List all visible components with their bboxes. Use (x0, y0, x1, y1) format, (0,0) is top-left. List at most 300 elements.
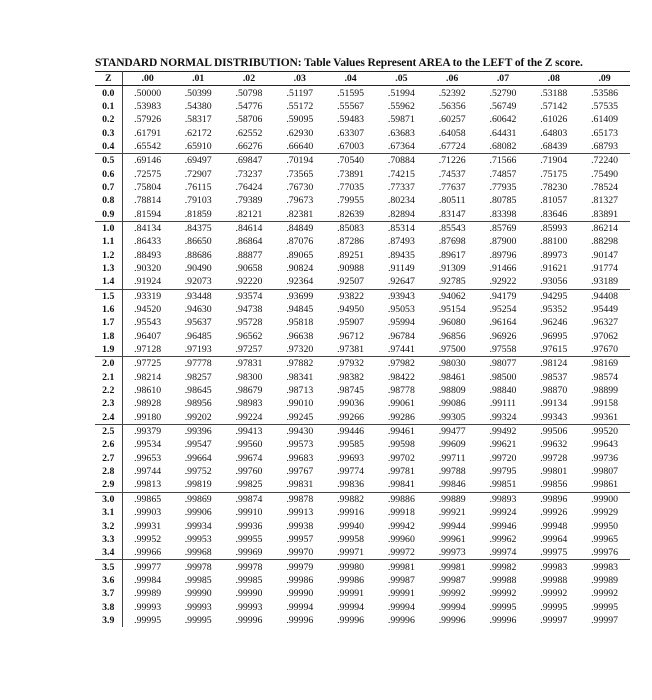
area-cell: .99942 (387, 520, 415, 532)
area-cell: .99886 (376, 492, 427, 506)
area-cell: .99969 (235, 547, 263, 559)
area-cell: .99962 (489, 533, 517, 545)
table-body (95, 86, 630, 627)
area-cell: .99955 (235, 533, 263, 545)
area-cell: .96638 (286, 330, 314, 342)
area-cell: .99573 (286, 439, 314, 451)
area-cell: .98610 (134, 385, 162, 397)
area-cell: .99978 (173, 560, 224, 574)
area-cell: .92364 (286, 276, 314, 288)
area-cell: .98257 (184, 371, 212, 383)
area-cell: .97778 (173, 357, 224, 371)
area-cell: .98422 (387, 371, 415, 383)
area-cell: .78230 (540, 181, 568, 193)
area-cell: .53983 (134, 100, 162, 112)
area-cell: .99477 (427, 424, 478, 438)
z-value-cell: 2.2 (95, 384, 122, 397)
area-cell: .99900 (579, 492, 630, 506)
area-cell: .99906 (184, 507, 212, 519)
area-cell: .98500 (489, 371, 517, 383)
area-cell: .95352 (540, 304, 568, 316)
area-cell: .99992 (591, 588, 619, 600)
area-cell: .75490 (591, 168, 619, 180)
area-cell: .97320 (286, 344, 314, 356)
area-cell: .59483 (337, 114, 365, 126)
area-cell: .99760 (235, 466, 263, 478)
area-cell: .79955 (337, 195, 365, 207)
area-cell: .74215 (387, 168, 415, 180)
area-cell: .99361 (591, 411, 619, 423)
area-cell: .99978 (224, 560, 275, 574)
area-cell: .99534 (134, 439, 162, 451)
area-cell: .99994 (438, 601, 466, 613)
area-cell: .99970 (286, 547, 314, 559)
area-cell: .63307 (337, 127, 365, 139)
area-cell: .99598 (387, 439, 415, 451)
header-col: .06 (427, 72, 478, 86)
area-cell: .99010 (286, 398, 314, 410)
area-cell: .98809 (438, 385, 466, 397)
header-col: .04 (325, 72, 376, 86)
area-cell: .61026 (540, 114, 568, 126)
area-cell: .89973 (540, 249, 568, 261)
area-cell: .91924 (134, 276, 162, 288)
area-cell: .99609 (438, 439, 466, 451)
area-cell: .58706 (235, 114, 263, 126)
table-row (95, 343, 630, 357)
area-cell: .95994 (387, 317, 415, 329)
z-value-cell: 1.7 (95, 316, 122, 329)
area-cell: .98679 (235, 385, 263, 397)
area-cell: .99788 (438, 466, 466, 478)
table-row (95, 600, 630, 613)
area-cell: .95637 (184, 317, 212, 329)
area-cell: .70540 (325, 154, 376, 168)
area-cell: .96164 (489, 317, 517, 329)
area-cell: .67364 (387, 140, 415, 152)
area-cell: .89065 (286, 249, 314, 261)
area-cell: .63683 (387, 127, 415, 139)
area-cell: .99744 (134, 466, 162, 478)
area-cell: .84614 (224, 221, 275, 235)
area-cell: .93699 (274, 289, 325, 303)
area-cell: .99957 (286, 533, 314, 545)
area-cell: .70884 (376, 154, 427, 168)
table-row (95, 492, 630, 506)
area-cell: .80785 (489, 195, 517, 207)
area-cell: .99795 (489, 466, 517, 478)
area-cell: .71904 (528, 154, 579, 168)
z-value-cell: 0.8 (95, 194, 122, 207)
area-cell: .99664 (184, 452, 212, 464)
table-row (95, 275, 630, 289)
area-cell: .97500 (438, 344, 466, 356)
area-cell: .91149 (388, 262, 415, 274)
area-cell: .70194 (274, 154, 325, 168)
area-cell: .97381 (337, 344, 365, 356)
area-cell: .96080 (438, 317, 466, 329)
area-cell: .99547 (184, 439, 212, 451)
area-cell: .99801 (540, 466, 568, 478)
area-cell: .99913 (286, 507, 314, 519)
area-cell: .96926 (489, 330, 517, 342)
area-cell: .91466 (489, 262, 517, 274)
area-cell: .98899 (591, 385, 619, 397)
area-cell: .84134 (122, 221, 173, 235)
area-cell: .99836 (337, 479, 365, 491)
area-cell: .98341 (286, 371, 314, 383)
area-cell: .99841 (387, 479, 415, 491)
z-value-cell: 3.1 (95, 506, 122, 519)
area-cell: .67724 (438, 140, 466, 152)
area-cell: .99924 (489, 507, 517, 519)
area-cell: .93574 (224, 289, 275, 303)
area-cell: .99202 (184, 411, 212, 423)
area-cell: .55567 (337, 100, 365, 112)
area-cell: .60257 (438, 114, 466, 126)
z-value-cell: 1.4 (95, 275, 122, 289)
area-cell: .87698 (438, 236, 466, 248)
area-cell: .94295 (528, 289, 579, 303)
area-cell: .98574 (591, 371, 619, 383)
area-cell: .99995 (134, 614, 162, 626)
area-cell: .77337 (387, 181, 415, 193)
area-cell: .98645 (184, 385, 212, 397)
area-cell: .99991 (387, 588, 415, 600)
area-cell: .98169 (579, 357, 630, 371)
area-cell: .51197 (286, 87, 314, 99)
area-cell: .88298 (591, 236, 619, 248)
z-value-cell: 2.6 (95, 438, 122, 451)
area-cell: .76424 (235, 181, 263, 193)
area-cell: .72575 (134, 168, 162, 180)
table-row (95, 371, 630, 384)
area-cell: .99992 (540, 588, 568, 600)
area-cell: .99990 (286, 588, 314, 600)
area-cell: .95154 (438, 304, 466, 316)
area-cell: .86433 (134, 236, 162, 248)
area-cell: .96327 (591, 317, 619, 329)
area-cell: .86864 (235, 236, 263, 248)
area-cell: .85993 (528, 221, 579, 235)
area-cell: .98537 (540, 371, 568, 383)
z-value-cell: 0.9 (95, 207, 122, 221)
area-cell: .78814 (134, 195, 162, 207)
table-row (95, 113, 630, 126)
area-cell: .94630 (184, 304, 212, 316)
area-cell: .74857 (489, 168, 517, 180)
area-cell: .91309 (438, 262, 466, 274)
area-cell: .99960 (387, 533, 415, 545)
area-cell: .99813 (134, 479, 162, 491)
table-row (95, 248, 630, 261)
area-cell: .99134 (540, 398, 568, 410)
area-cell: .93189 (591, 276, 619, 288)
area-cell: .99944 (438, 520, 466, 532)
z-value-cell: 3.0 (95, 492, 122, 506)
area-cell: .90147 (591, 249, 619, 261)
area-cell: .79389 (235, 195, 263, 207)
z-value-cell: 0.1 (95, 100, 122, 113)
area-cell: .88877 (235, 249, 263, 261)
area-cell: .83398 (489, 208, 517, 220)
header-z: Z (95, 72, 122, 86)
area-cell: .99305 (438, 411, 466, 423)
area-cell: .99996 (235, 614, 263, 626)
z-value-cell: 0.3 (95, 126, 122, 139)
area-cell: .57535 (591, 100, 619, 112)
area-cell: .93448 (173, 289, 224, 303)
table-row (95, 154, 630, 168)
z-value-cell: 1.9 (95, 343, 122, 357)
area-cell: .98214 (134, 371, 162, 383)
area-cell: .98840 (489, 385, 517, 397)
area-cell: .64058 (438, 127, 466, 139)
area-cell: .99711 (438, 452, 466, 464)
area-cell: .55962 (387, 100, 415, 112)
area-cell: .99992 (438, 588, 466, 600)
area-cell: .99683 (286, 452, 314, 464)
area-cell: .89251 (337, 249, 365, 261)
area-cell: .99988 (489, 574, 517, 586)
area-cell: .51595 (337, 87, 365, 99)
area-cell: .99931 (134, 520, 162, 532)
table-row (95, 303, 630, 316)
area-cell: .99994 (286, 601, 314, 613)
area-cell: .99702 (387, 452, 415, 464)
z-value-cell: 3.8 (95, 600, 122, 613)
area-cell: .89796 (489, 249, 517, 261)
area-cell: .99807 (591, 466, 619, 478)
area-cell: .97831 (224, 357, 275, 371)
z-value-cell: 0.6 (95, 167, 122, 180)
area-cell: .95254 (489, 304, 517, 316)
area-cell: .99720 (489, 452, 517, 464)
area-cell: .99921 (438, 507, 466, 519)
table-row (95, 574, 630, 587)
area-cell: .93056 (540, 276, 568, 288)
area-cell: .74537 (438, 168, 466, 180)
area-cell: .99983 (579, 560, 630, 574)
table-row (95, 587, 630, 600)
area-cell: .99878 (274, 492, 325, 506)
area-cell: .61409 (591, 114, 619, 126)
area-cell: .99916 (337, 507, 365, 519)
table-row (95, 560, 630, 574)
area-cell: .71566 (478, 154, 529, 168)
area-cell: .99430 (274, 424, 325, 438)
z-value-cell: 0.0 (95, 86, 122, 100)
table-row (95, 614, 630, 627)
area-cell: .83891 (591, 208, 619, 220)
table-row (95, 533, 630, 546)
z-value-cell: 3.9 (95, 614, 122, 627)
area-cell: .90988 (337, 262, 365, 274)
area-cell: .97982 (376, 357, 427, 371)
area-cell: .99993 (235, 601, 263, 613)
area-cell: .97193 (184, 344, 212, 356)
area-cell: .98983 (235, 398, 263, 410)
area-cell: .85769 (478, 221, 529, 235)
area-cell: .99861 (591, 479, 619, 491)
area-cell: .98870 (540, 385, 568, 397)
table-row (95, 194, 630, 207)
z-value-cell: 3.7 (95, 587, 122, 600)
area-cell: .66640 (286, 140, 314, 152)
area-cell: .92785 (438, 276, 466, 288)
area-cell: .99767 (286, 466, 314, 478)
area-cell: .99975 (540, 547, 568, 559)
area-cell: .57926 (134, 114, 162, 126)
area-cell: .99966 (134, 547, 162, 559)
z-value-cell: 1.6 (95, 303, 122, 316)
area-cell: .93943 (376, 289, 427, 303)
area-cell: .82894 (387, 208, 415, 220)
area-cell: .99825 (235, 479, 263, 491)
area-cell: .99948 (540, 520, 568, 532)
table-row (95, 167, 630, 180)
area-cell: .98778 (387, 385, 415, 397)
area-cell: .69847 (224, 154, 275, 168)
area-cell: .99952 (134, 533, 162, 545)
area-cell: .99988 (540, 574, 568, 586)
area-cell: .88686 (184, 249, 212, 261)
area-cell: .99985 (235, 574, 263, 586)
area-cell: .99728 (540, 452, 568, 464)
area-cell: .56356 (438, 100, 466, 112)
area-cell: .83646 (540, 208, 568, 220)
area-cell: .84849 (274, 221, 325, 235)
table-row (95, 411, 630, 425)
area-cell: .78524 (591, 181, 619, 193)
area-cell: .99520 (579, 424, 630, 438)
area-cell: .75175 (540, 168, 568, 180)
area-cell: .99983 (528, 560, 579, 574)
area-cell: .95543 (134, 317, 162, 329)
area-cell: .99953 (184, 533, 212, 545)
area-cell: .80511 (438, 195, 466, 207)
table-row (95, 86, 630, 100)
area-cell: .90490 (184, 262, 212, 274)
area-cell: .99997 (591, 614, 619, 626)
area-cell: .96485 (184, 330, 212, 342)
area-cell: .79673 (286, 195, 314, 207)
area-cell: .99992 (489, 588, 517, 600)
area-cell: .87286 (337, 236, 365, 248)
area-cell: .99993 (134, 601, 162, 613)
area-cell: .95449 (591, 304, 619, 316)
area-cell: .69497 (173, 154, 224, 168)
area-cell: .65910 (184, 140, 212, 152)
area-cell: .99995 (489, 601, 517, 613)
area-cell: .99882 (325, 492, 376, 506)
area-cell: .94845 (286, 304, 314, 316)
area-cell: .99869 (173, 492, 224, 506)
area-cell: .98713 (286, 385, 314, 397)
area-cell: .99938 (286, 520, 314, 532)
area-cell: .94062 (427, 289, 478, 303)
area-cell: .99981 (427, 560, 478, 574)
area-cell: .73565 (286, 168, 314, 180)
area-cell: .64803 (540, 127, 568, 139)
area-cell: .99995 (591, 601, 619, 613)
area-cell: .85543 (427, 221, 478, 235)
area-cell: .82639 (337, 208, 365, 220)
area-cell: .99974 (489, 547, 517, 559)
area-cell: .99560 (235, 439, 263, 451)
area-cell: .66276 (235, 140, 263, 152)
z-value-cell: 2.8 (95, 465, 122, 478)
area-cell: .97062 (591, 330, 619, 342)
area-cell: .99996 (286, 614, 314, 626)
area-cell: .54380 (184, 100, 212, 112)
area-cell: .99585 (337, 439, 365, 451)
table-row (95, 397, 630, 410)
area-cell: .99865 (122, 492, 173, 506)
table-row (95, 478, 630, 492)
area-cell: .75804 (134, 181, 162, 193)
z-value-cell: 2.1 (95, 371, 122, 384)
area-cell: .99980 (325, 560, 376, 574)
area-cell: .94520 (134, 304, 162, 316)
area-cell: .89617 (438, 249, 466, 261)
area-cell: .98461 (438, 371, 466, 383)
area-cell: .99918 (387, 507, 415, 519)
area-cell: .85314 (376, 221, 427, 235)
area-cell: .88100 (540, 236, 568, 248)
area-cell: .62552 (235, 127, 263, 139)
z-value-cell: 1.8 (95, 330, 122, 343)
z-value-cell: 0.2 (95, 113, 122, 126)
area-cell: .97615 (540, 344, 568, 356)
table-row (95, 465, 630, 478)
z-value-cell: 3.4 (95, 546, 122, 560)
area-cell: .86214 (579, 221, 630, 235)
area-cell: .99990 (235, 588, 263, 600)
z-value-cell: 3.5 (95, 560, 122, 574)
area-cell: .99996 (337, 614, 365, 626)
area-cell: .99111 (489, 398, 517, 410)
area-cell: .99893 (478, 492, 529, 506)
area-cell: .99621 (489, 439, 517, 451)
z-value-cell: 1.1 (95, 235, 122, 248)
area-cell: .99819 (184, 479, 212, 491)
area-cell: .65173 (591, 127, 619, 139)
table-row (95, 126, 630, 139)
area-cell: .97670 (591, 344, 619, 356)
area-cell: .82121 (235, 208, 263, 220)
area-cell: .99856 (540, 479, 568, 491)
header-col: .07 (478, 72, 529, 86)
area-cell: .99984 (134, 574, 162, 586)
table-row (95, 316, 630, 329)
area-cell: .99781 (387, 466, 415, 478)
area-cell: .99986 (286, 574, 314, 586)
table-row (95, 330, 630, 343)
area-cell: .90824 (286, 262, 314, 274)
table-row (95, 140, 630, 154)
area-cell: .85083 (325, 221, 376, 235)
area-cell: .77035 (337, 181, 365, 193)
table-row (95, 100, 630, 113)
area-cell: .68082 (489, 140, 517, 152)
table-row (95, 262, 630, 275)
z-value-cell: 2.7 (95, 452, 122, 465)
header-col: .08 (528, 72, 579, 86)
area-cell: .59095 (286, 114, 314, 126)
area-cell: .81327 (591, 195, 619, 207)
area-cell: .99990 (184, 588, 212, 600)
